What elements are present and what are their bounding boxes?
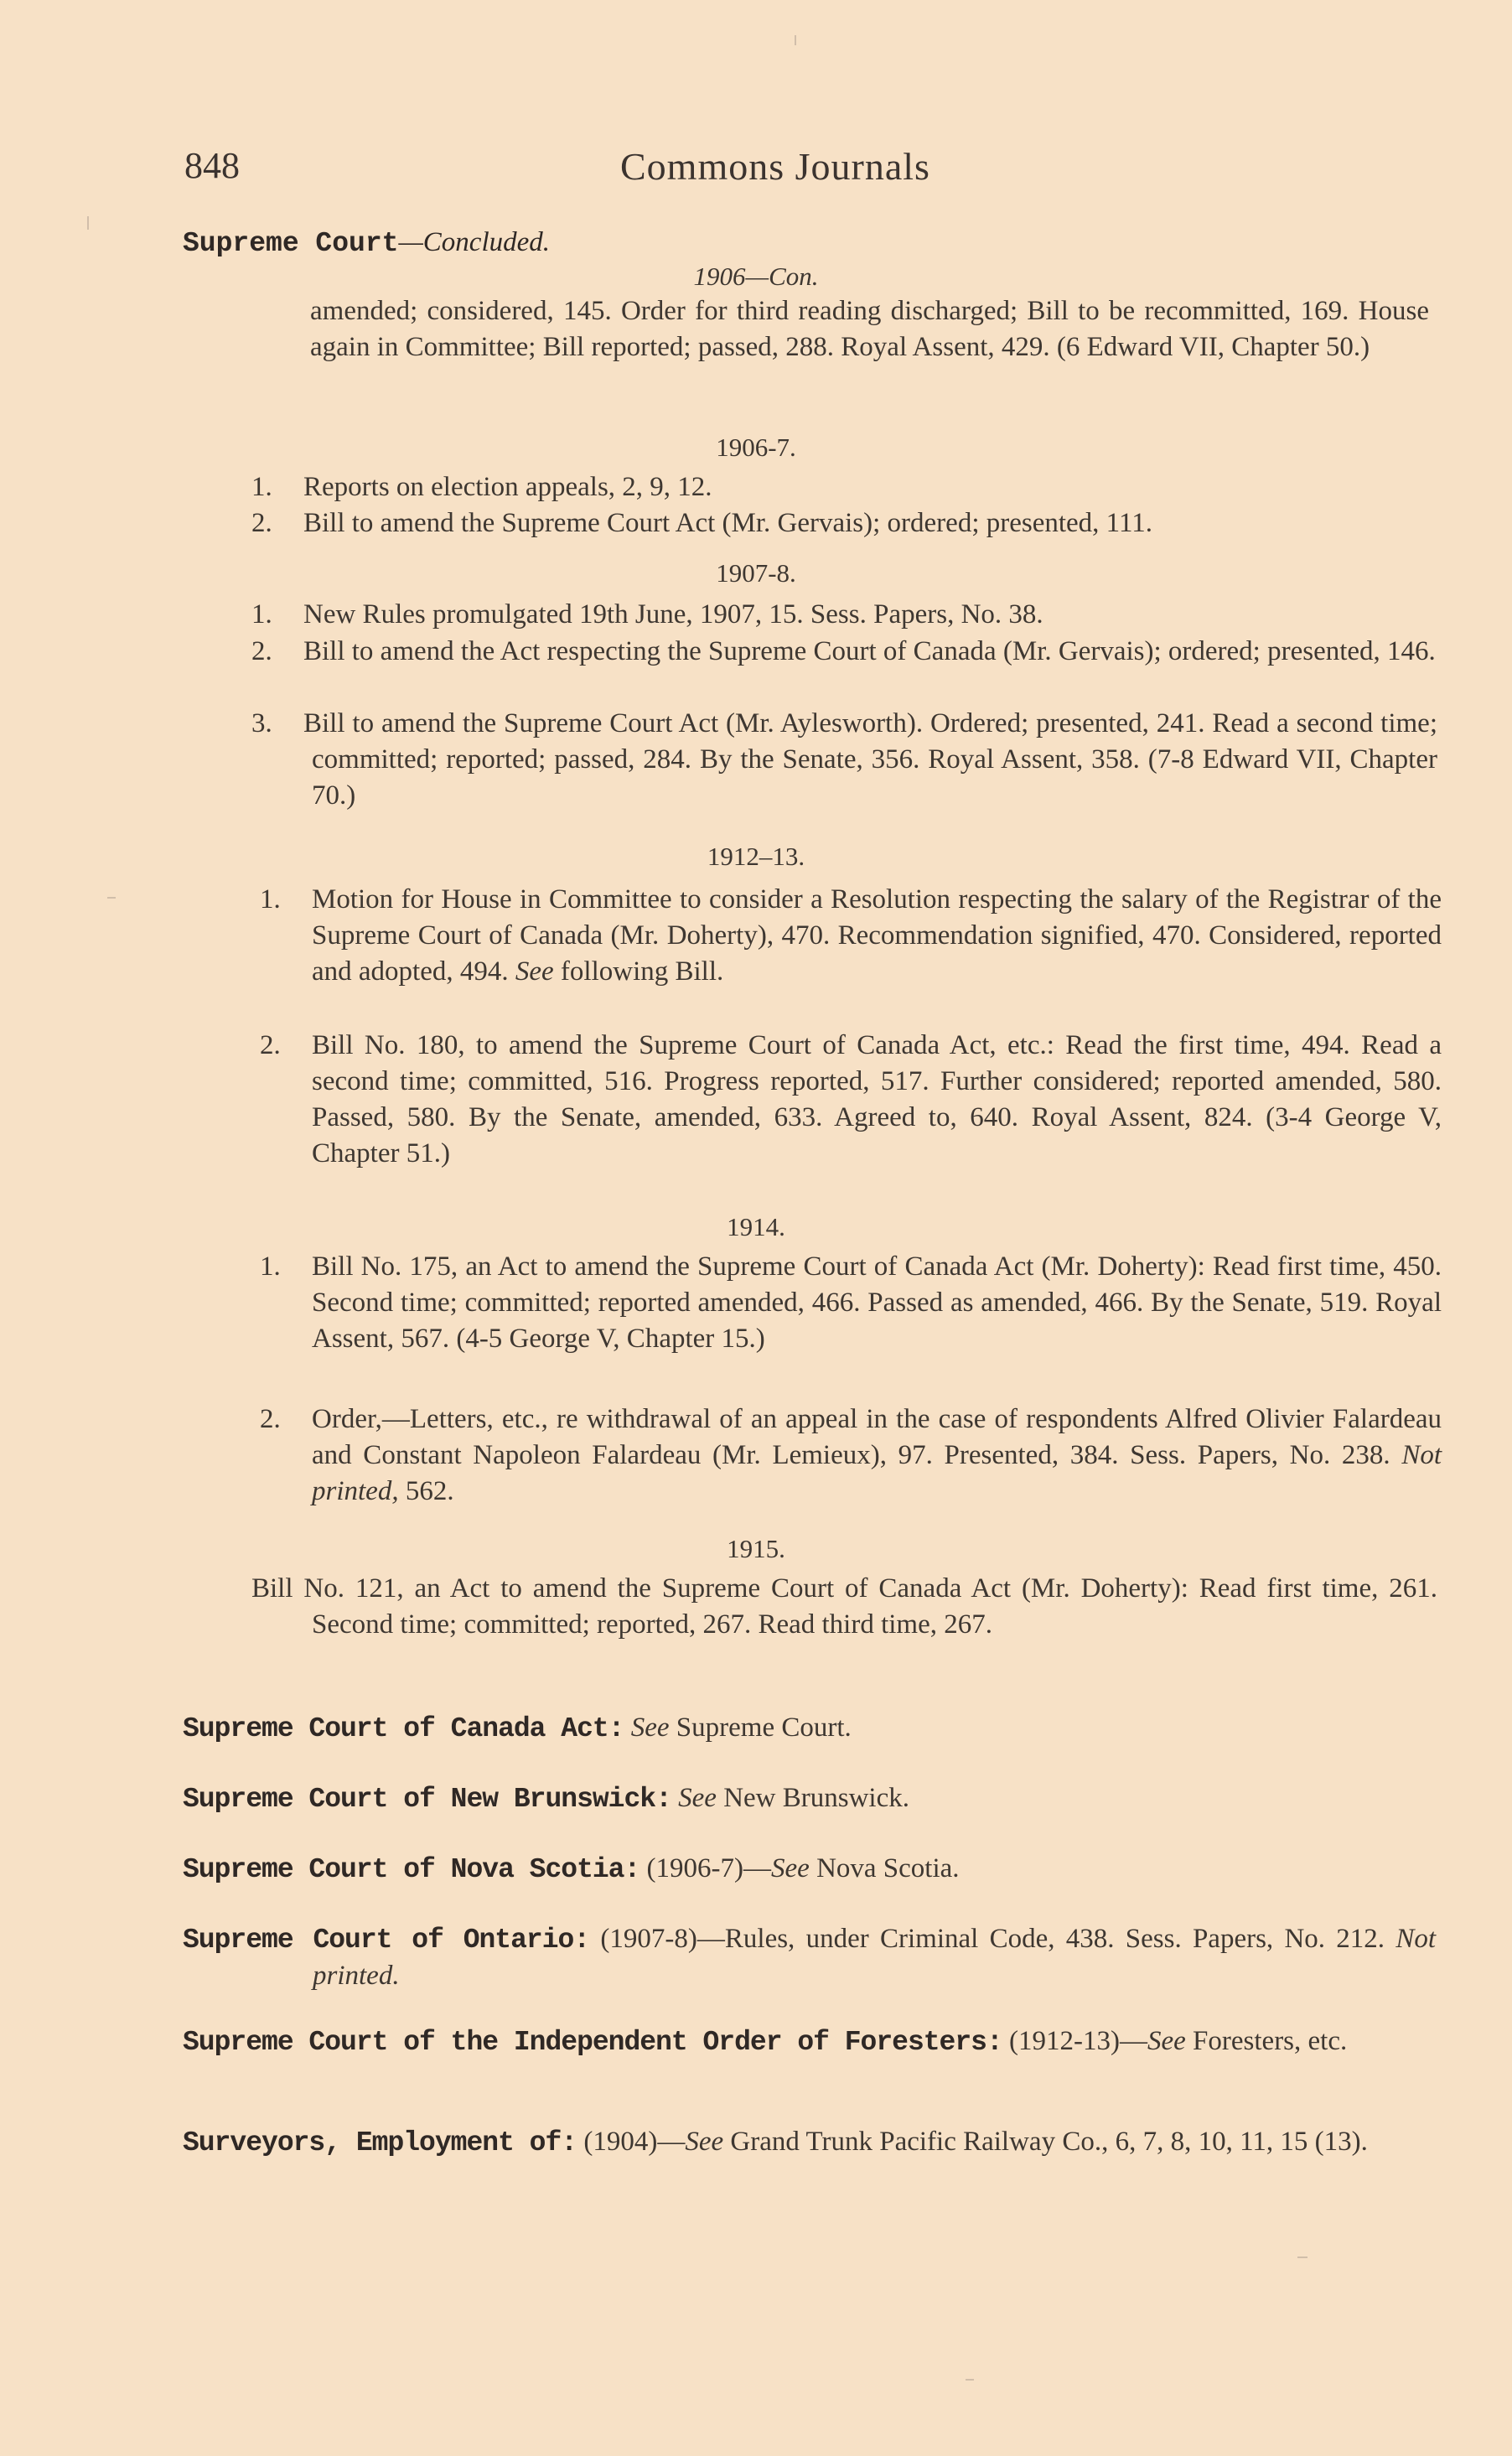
list-item: Bill No. 121, an Act to amend the Supreme Court of Canada Act (Mr. Doherty): Read first time, 261. Second time; committed; reported, 267. Read third time, 267. xyxy=(251,1573,1437,1640)
list-item: 2. Bill to amend the Act respecting the Supreme Court of Canada (Mr. Gervais); ordered; presented, 146. xyxy=(251,636,1436,666)
index-entry: Supreme Court of the Independent Order of Foresters: (1912-13)—See Foresters, etc. xyxy=(183,2026,1348,2058)
paper-speck xyxy=(87,216,89,230)
year-heading-1912-13: 1912–13. xyxy=(707,842,805,871)
year-heading-1906-7: 1906-7. xyxy=(716,433,796,462)
index-entry: Supreme Court of Ontario: (1907-8)—Rules, under Criminal Code, 438. Sess. Papers, No. 212. Not printed. xyxy=(183,1924,1437,1991)
list-item: 1. Reports on election appeals, 2, 9, 12. xyxy=(251,472,712,502)
list-item: 2. Bill to amend the Supreme Court Act (Mr. Gervais); ordered; presented, 111. xyxy=(251,508,1152,538)
index-entry: Supreme Court of Nova Scotia: (1906-7)—See Nova Scotia. xyxy=(183,1853,960,1885)
list-item: 3. Bill to amend the Supreme Court Act (Mr. Aylesworth). Ordered; presented, 241. Read a second time; committed; reported; passed, 284. By the Senate, 356. Royal Assent, 358. (7-8 Edward VII, Chapter 70.) xyxy=(251,708,1437,811)
paper-speck xyxy=(107,897,116,899)
journal-title: Commons Journals xyxy=(620,145,930,188)
paper-speck xyxy=(795,35,796,45)
running-head-label: Supreme Court xyxy=(183,228,399,259)
running-head-suffix: —Concluded. xyxy=(398,227,551,257)
index-entry: Surveyors, Employment of: (1904)—See Grand Trunk Pacific Railway Co., 6, 7, 8, 10, 11, 15 (13). xyxy=(183,2127,1368,2158)
running-head xyxy=(183,225,550,262)
list-item: 1. Motion for House in Committee to consider a Resolution respecting the salary of the Registrar of the Supreme Court of Canada (Mr. Doherty), 470. Recommendation signified, 470. Considered, reported and adopted, 494. See following Bill. xyxy=(260,884,1442,987)
list-item: 2. Order,—Letters, etc., re withdrawal of an appeal in the case of respondents Alfred Olivier Falardeau and Constant Napoleon Falardeau (Mr. Lemieux), 97. Presented, 384. Sess. Papers, No. 238. Not printed, 562. xyxy=(260,1404,1442,1506)
paper-speck xyxy=(966,2379,974,2381)
year-heading-1914: 1914. xyxy=(727,1212,785,1241)
year-heading-1907-8: 1907-8. xyxy=(716,558,796,588)
list-item: 2. Bill No. 180, to amend the Supreme Court of Canada Act, etc.: Read the first time, 494. Read a second time; committed, 516. Progress reported, 517. Further considered; reported amended, 580. Passed, 580. By the Senate, amended, 633. Agreed to, 640. Royal Assent, 824. (3-4 George V, Chapter 51.) xyxy=(260,1030,1442,1168)
paper-speck xyxy=(1297,2257,1307,2258)
year-heading-1906-con: 1906—Con. xyxy=(693,262,819,291)
list-item: 1. Bill No. 175, an Act to amend the Supreme Court of Canada Act (Mr. Doherty): Read first time, 450. Second time; committed; reported amended, 466. Passed as amended, 466. By the Senate, 519. Royal Assent, 567. (4-5 George V, Chapter 15.) xyxy=(260,1251,1442,1354)
page-number: 848 xyxy=(184,145,240,186)
index-entry: Supreme Court of New Brunswick: See New Brunswick. xyxy=(183,1783,910,1815)
year-heading-1915: 1915. xyxy=(727,1534,785,1563)
section-1906-con-text: amended; considered, 145. Order for third reading discharged; Bill to be recommitted, 169. House again in Committee; Bill reported; passed, 288. Royal Assent, 429. (6 Edward VII, Chapter 50.) xyxy=(310,296,1429,362)
index-entry: Supreme Court of Canada Act: See Supreme Court. xyxy=(183,1712,852,1744)
list-item: 1. New Rules promulgated 19th June, 1907, 15. Sess. Papers, No. 38. xyxy=(251,599,1043,630)
